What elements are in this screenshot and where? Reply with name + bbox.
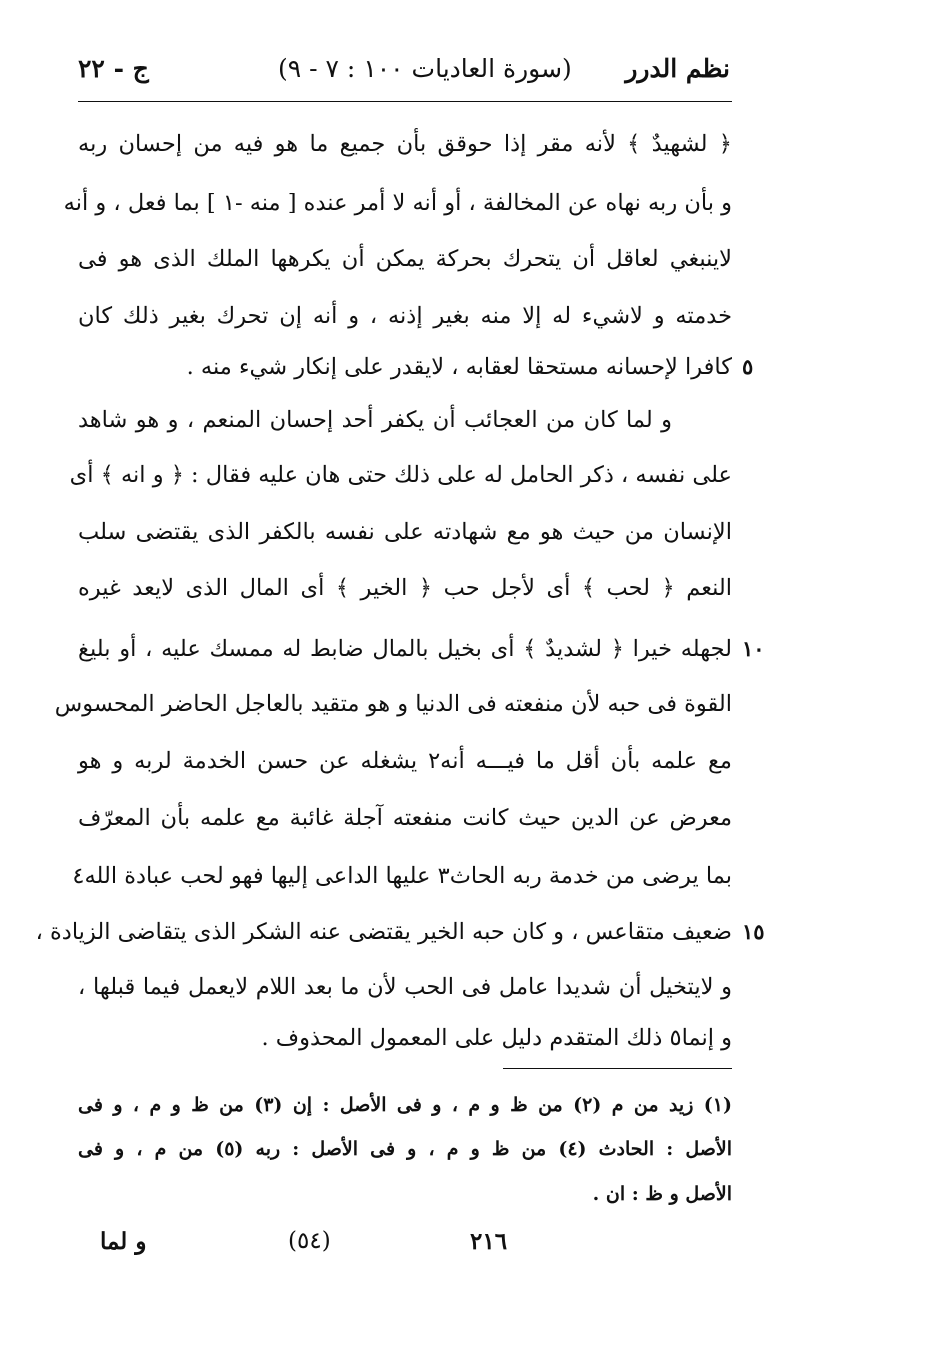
text-line: مع علمه بأن أقل ما فيـــه أنه٢ يشغله عن حسن الخدمة لربه و هو: [78, 748, 732, 774]
text-line: القوة فى حبه لأن منفعته فى الدنيا و هو متقيد بالعاجل الحاضر المحسوس: [54, 691, 732, 717]
footnote-line: الأصل : الحادث (٤) من ظ و م ، و فى الأصل : ربه (٥) من م ، و فى: [78, 1138, 732, 1160]
paragraph-first-line: و لما كان من العجائب أن يكفر أحد إحسان المنعم ، و هو شاهد: [78, 407, 672, 433]
text-line: ﴿ لشهيدٌ ﴾ لأنه مقر إذا حوقق بأن جميع ما هو فيه من إحسان ربه: [78, 131, 732, 157]
text-line: الإنسان من حيث هو مع شهادته على نفسه بالكفر الذى يقتضى سلب: [78, 519, 732, 545]
text-line: لجهله خيرا ﴿ لشديدٌ ﴾ أى بخيل بالمال ضابط له ممسك عليه ، أو بليغ: [78, 636, 732, 662]
text-line: كافرا لإحسانه مستحقا لعقابه ، لايقدر على إنكار شيء منه .: [186, 354, 732, 380]
footnote-line: الأصل و ظ : ان .: [592, 1183, 732, 1205]
book-title: نظم الدرر: [625, 54, 730, 83]
footnote-line: (١) زيد من م (٢) من ظ و م ، و فى الأصل : إن (٣) من ظ و م ، و فى: [78, 1094, 733, 1116]
text-line: لاينبغي لعاقل أن يتحرك بحركة يمكن أن يكرهها الملك الذى هو فى: [78, 246, 732, 272]
signature-mark: (٥٤): [288, 1228, 331, 1254]
page-number: ٢١٦: [470, 1228, 508, 1255]
line-number: ١٥: [742, 919, 765, 944]
text-line: و لايتخيل أن شديدا عامل فى الحب لأن ما بعد اللام لايعمل فيما قبلها ،: [78, 974, 732, 1000]
text-line: خدمته و لاشيء له إلا منه بغير إذنه ، و أنه إن تحرك بغير ذلك كان: [78, 303, 732, 329]
text-line: و إنما٥ ذلك المتقدم دليل على المعمول المحذوف .: [261, 1025, 732, 1051]
footnote-rule: [503, 1068, 732, 1069]
page-footer: [78, 1228, 732, 1264]
running-header: [78, 54, 730, 90]
text-line: على نفسه ، ذكر الحامل له على ذلك حتى هان عليه فقال : ﴿ و انه ﴾ أى: [69, 462, 732, 488]
text-line: معرض عن الدين حيث كانت منفعته آجلة غائبة مع علمه بأن المعرّف: [78, 805, 732, 831]
line-number: ٥: [742, 354, 754, 379]
text-line: بما يرضى من خدمة ربه الحاث٣ عليها الداعى إليها فهو لحب عبادة الله٤: [72, 863, 732, 889]
header-rule: [78, 101, 732, 102]
text-line: النعم ﴿ لحب ﴾ أى لأجل حب ﴿ الخير ﴾ أى المال الذى لايعد غيره: [78, 575, 732, 601]
volume-label: ج - ٢٢: [78, 54, 149, 83]
text-line: و بأن ربه نهاه عن المخالفة ، أو أنه لا أمر عنده [ منه -١ ] بما فعل ، و أنه: [63, 190, 732, 216]
line-number: ١٠: [742, 636, 765, 661]
text-line: ضعيف متقاعس ، و كان حبه الخير يقتضى عنه الشكر الذى يتقاضى الزيادة ،: [35, 919, 732, 945]
surah-reference: (سورة العاديات ١٠٠ : ٧ - ٩): [278, 54, 572, 83]
catchword: و لما: [100, 1228, 147, 1255]
